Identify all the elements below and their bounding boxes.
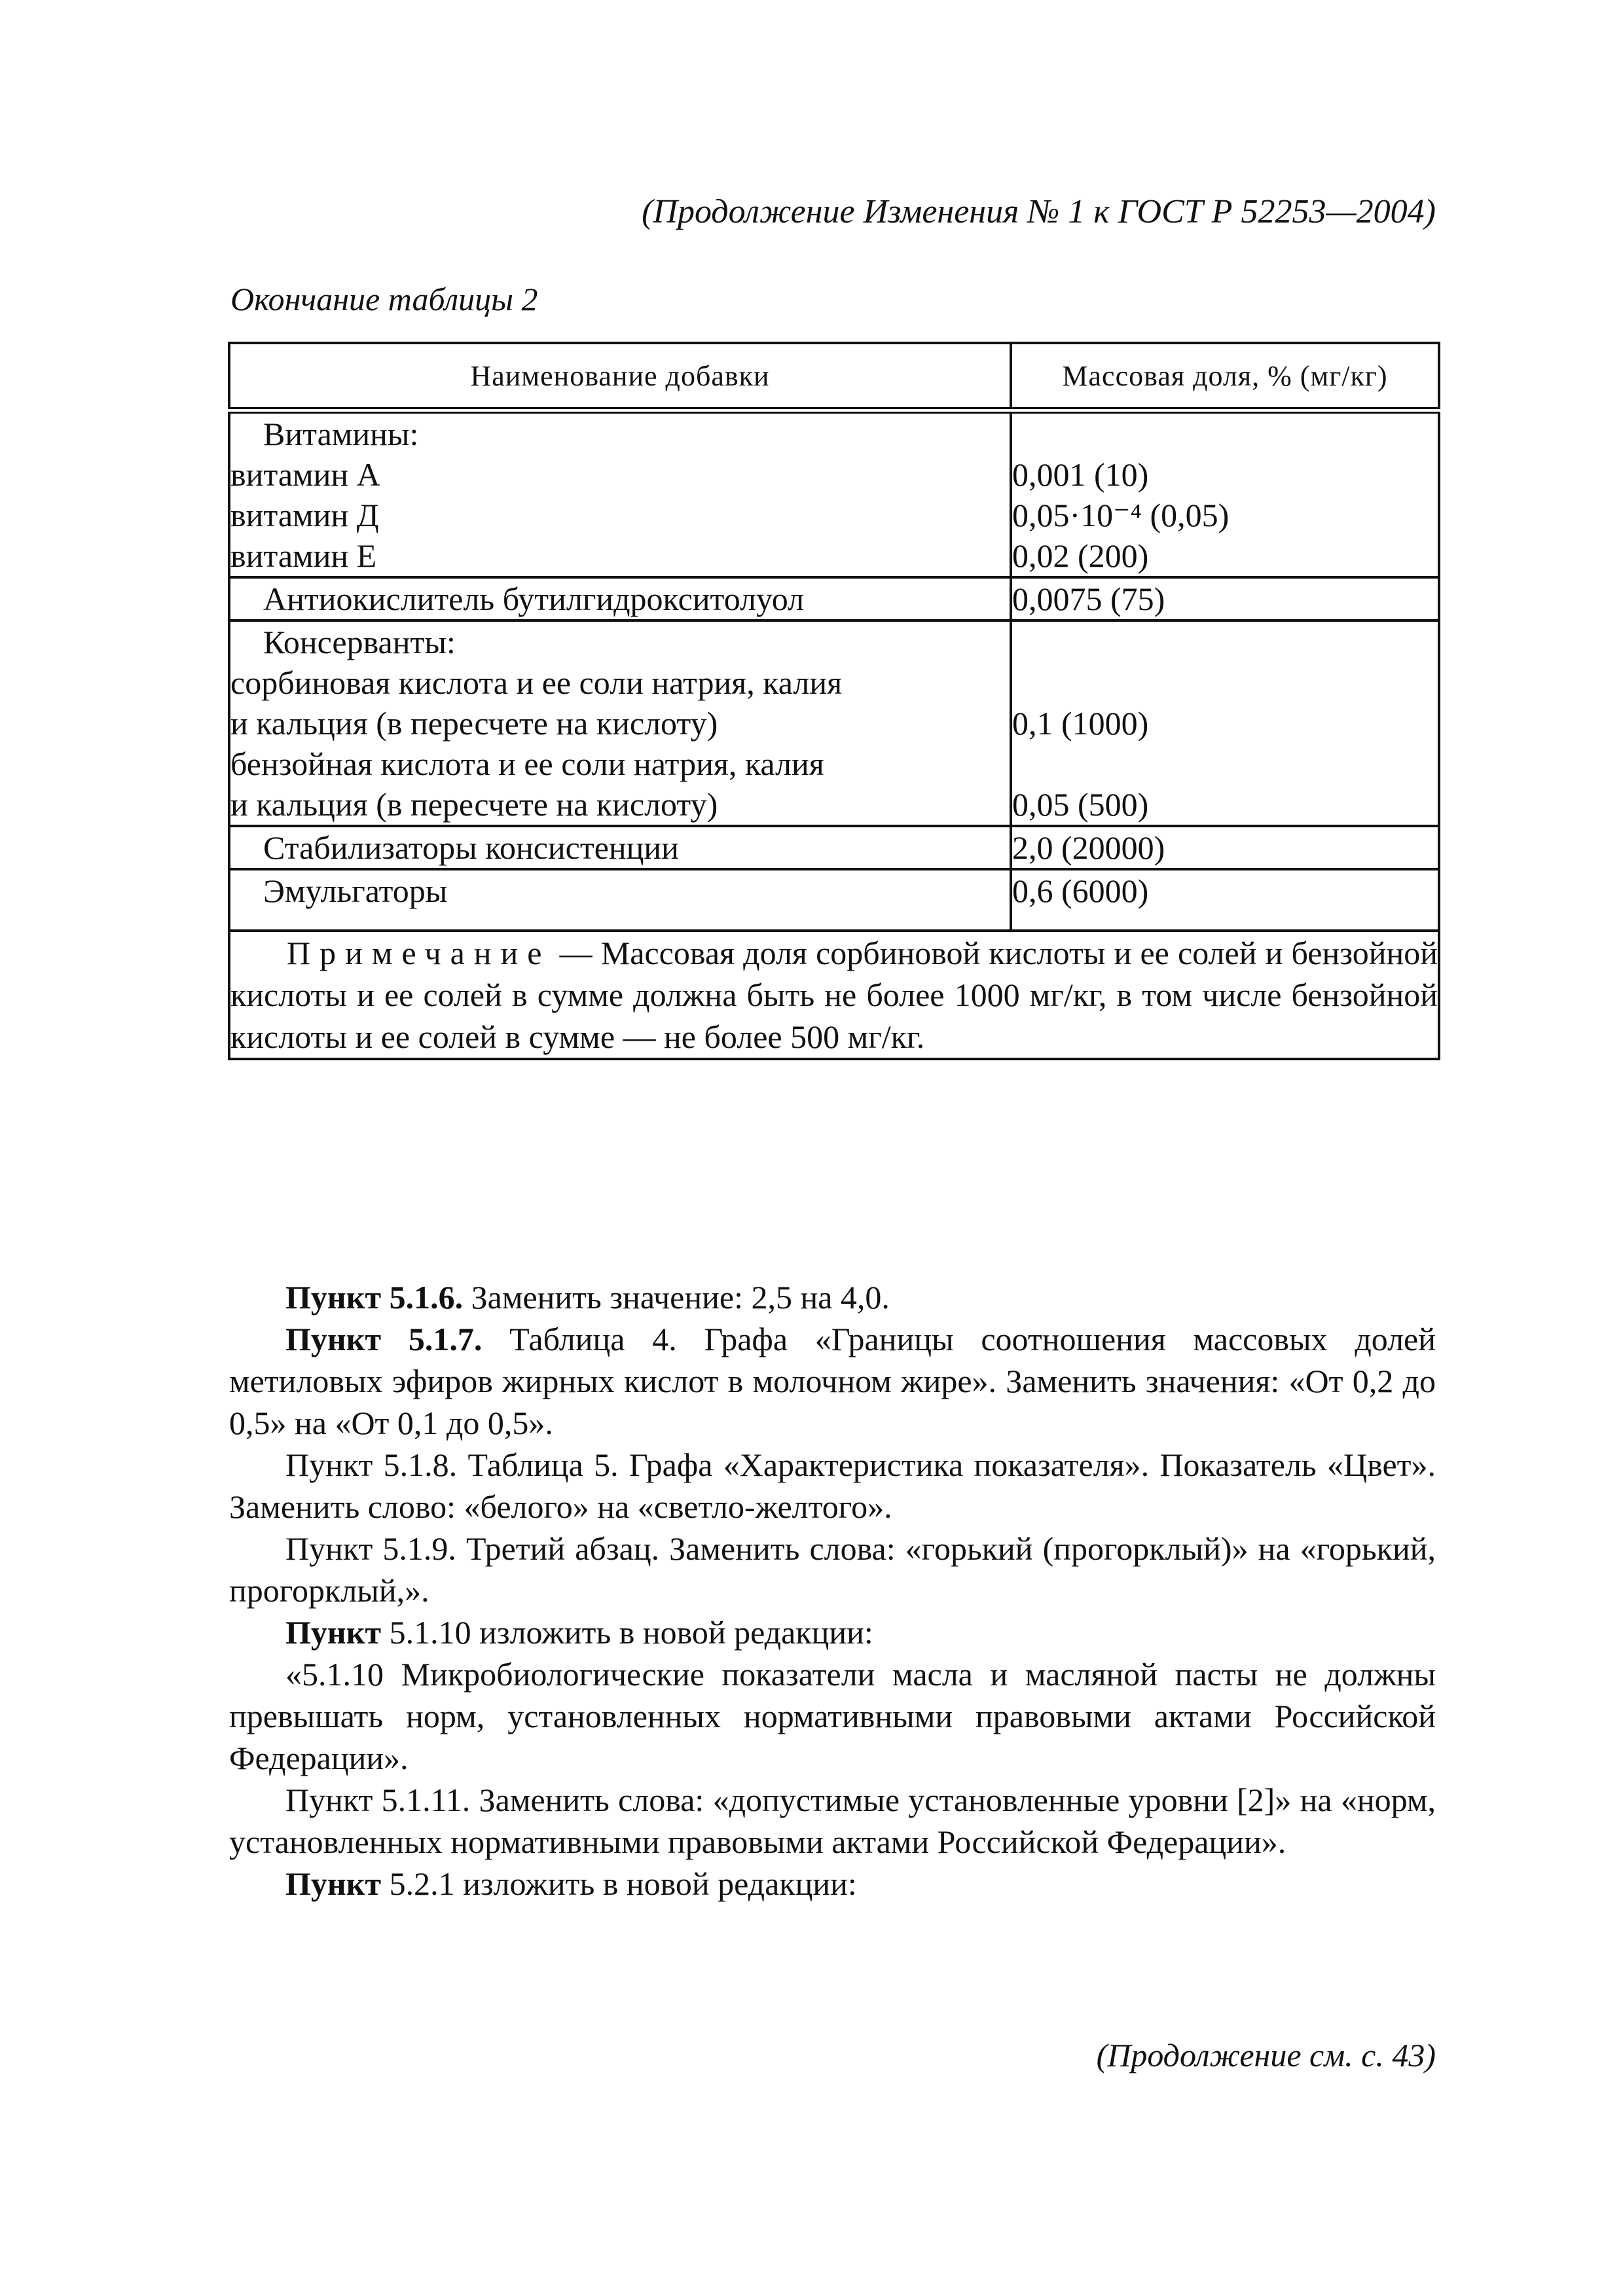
row-name-line: и кальция (в пересчете на кислоту) bbox=[230, 705, 718, 742]
row-name-cell bbox=[229, 826, 1011, 869]
paragraph-text: Пункт 5.1.9. Третий абзац. Заменить слова: «горький (прогорклый)» на «горький, прогорклый,». bbox=[229, 1530, 1436, 1609]
table-row-stabilizers bbox=[229, 826, 1439, 869]
table-note-row bbox=[229, 931, 1439, 1059]
row-name-line: Эмульгаторы bbox=[263, 872, 448, 909]
amendment-text bbox=[229, 1276, 1436, 1905]
table-row-preservatives bbox=[229, 620, 1439, 826]
paragraph-text: 5.1.10 изложить в новой редакции: bbox=[381, 1614, 873, 1651]
row-name-cell bbox=[229, 577, 1011, 620]
paragraph bbox=[229, 1779, 1436, 1863]
row-name-line: витамин Д bbox=[230, 497, 379, 533]
paragraph-text: Пункт 5.1.8. Таблица 5. Графа «Характеристика показателя». Показатель «Цвет». Заменить слово: «белого» на «светло-желтого». bbox=[229, 1446, 1436, 1525]
paragraph-text: 5.2.1 изложить в новой редакции: bbox=[381, 1865, 857, 1902]
paragraph bbox=[229, 1318, 1436, 1444]
row-name-line: и кальция (в пересчете на кислоту) bbox=[230, 786, 718, 823]
paragraph-text: «5.1.10 Микробиологические показатели масла и масляной пасты не должны превышать норм, установленных нормативными правовыми актами Российской Федерации». bbox=[229, 1656, 1436, 1776]
row-value-line: 2,0 (20000) bbox=[1012, 829, 1165, 866]
row-name-line: витамин Е bbox=[230, 537, 377, 574]
row-value-cell bbox=[1011, 410, 1439, 577]
paragraph bbox=[229, 1863, 1436, 1905]
paragraph-text: Таблица 4. Графа «Границы соотношения массовых долей метиловых эфиров жирных кислот в молочном жире». Заменить значения: «От 0,2 до 0,5» на «От 0,1 до 0,5». bbox=[229, 1321, 1436, 1441]
additives-table bbox=[228, 342, 1440, 1060]
row-name-line: витамин А bbox=[230, 456, 380, 493]
paragraph bbox=[229, 1276, 1436, 1318]
row-value-line bbox=[1012, 662, 1438, 703]
column-header-name: Наименование добавки bbox=[229, 343, 1011, 410]
note-text: — Массовая доля сорбиновой кислоты и ее солей и бензойной кислоты и ее солей в сумме должна быть не более 1000 мг/кг, в том числе бензойной кислоты и ее солей в сумме — не более 500 мг/кг. bbox=[230, 935, 1438, 1055]
row-value-line: 0,02 (200) bbox=[1012, 537, 1149, 574]
paragraph-bold-lead: Пункт bbox=[285, 1614, 382, 1651]
paragraph-bold-lead: Пункт bbox=[285, 1865, 382, 1902]
note-label: Примечание bbox=[287, 935, 551, 971]
page-footer-continuation: (Продолжение см. с. 43) bbox=[1096, 2037, 1436, 2073]
paragraph bbox=[229, 1611, 1436, 1653]
table-header-row bbox=[229, 343, 1439, 410]
row-value-line: 0,0075 (75) bbox=[1012, 581, 1165, 617]
table-row-emulsifiers bbox=[229, 869, 1439, 931]
table-row-vitamins bbox=[229, 410, 1439, 577]
paragraph-bold-lead: Пункт 5.1.7. bbox=[285, 1321, 483, 1357]
row-name-line: Антиокислитель бутилгидрокситолуол bbox=[263, 581, 805, 617]
row-name-cell bbox=[229, 869, 1011, 931]
row-name-line: Витамины: bbox=[263, 416, 419, 452]
row-value-line: 0,1 (1000) bbox=[1012, 705, 1149, 742]
column-header-value: Массовая доля, % (мг/кг) bbox=[1011, 343, 1439, 410]
row-name-cell bbox=[229, 620, 1011, 826]
paragraph-bold-lead: Пункт 5.1.6. bbox=[285, 1279, 464, 1316]
paragraph bbox=[229, 1528, 1436, 1611]
row-value-line bbox=[1012, 622, 1438, 662]
table-caption: Окончание таблицы 2 bbox=[230, 281, 538, 317]
row-value-cell bbox=[1011, 620, 1439, 826]
row-value-line: 0,05·10⁻⁴ (0,05) bbox=[1012, 497, 1230, 533]
row-value-cell bbox=[1011, 826, 1439, 869]
row-name-line: Стабилизаторы консистенции bbox=[263, 829, 679, 866]
paragraph bbox=[229, 1653, 1436, 1779]
row-name-cell bbox=[229, 410, 1011, 577]
row-name-line: бензойная кислота и ее соли натрия, калия bbox=[230, 745, 824, 782]
page-header-continuation: (Продолжение Изменения № 1 к ГОСТ Р 52253—2004) bbox=[642, 193, 1436, 230]
row-value-cell bbox=[1011, 577, 1439, 620]
row-value-line: 0,001 (10) bbox=[1012, 456, 1149, 493]
row-value-line bbox=[1012, 414, 1438, 454]
paragraph-text: Заменить значение: 2,5 на 4,0. bbox=[463, 1279, 890, 1316]
paragraph-text: Пункт 5.1.11. Заменить слова: «допустимые установленные уровни [2]» на «норм, установленных нормативными правовыми актами Российской Федерации». bbox=[229, 1782, 1436, 1860]
table-row-antioxidant bbox=[229, 577, 1439, 620]
row-name-line: сорбиновая кислота и ее соли натрия, калия bbox=[230, 664, 843, 701]
row-name-line: Консерванты: bbox=[263, 624, 456, 660]
row-value-line bbox=[1012, 744, 1438, 784]
table-note bbox=[229, 931, 1439, 1059]
row-value-line: 0,6 (6000) bbox=[1012, 872, 1149, 909]
row-value-line: 0,05 (500) bbox=[1012, 786, 1149, 823]
paragraph bbox=[229, 1444, 1436, 1528]
row-value-cell bbox=[1011, 869, 1439, 931]
